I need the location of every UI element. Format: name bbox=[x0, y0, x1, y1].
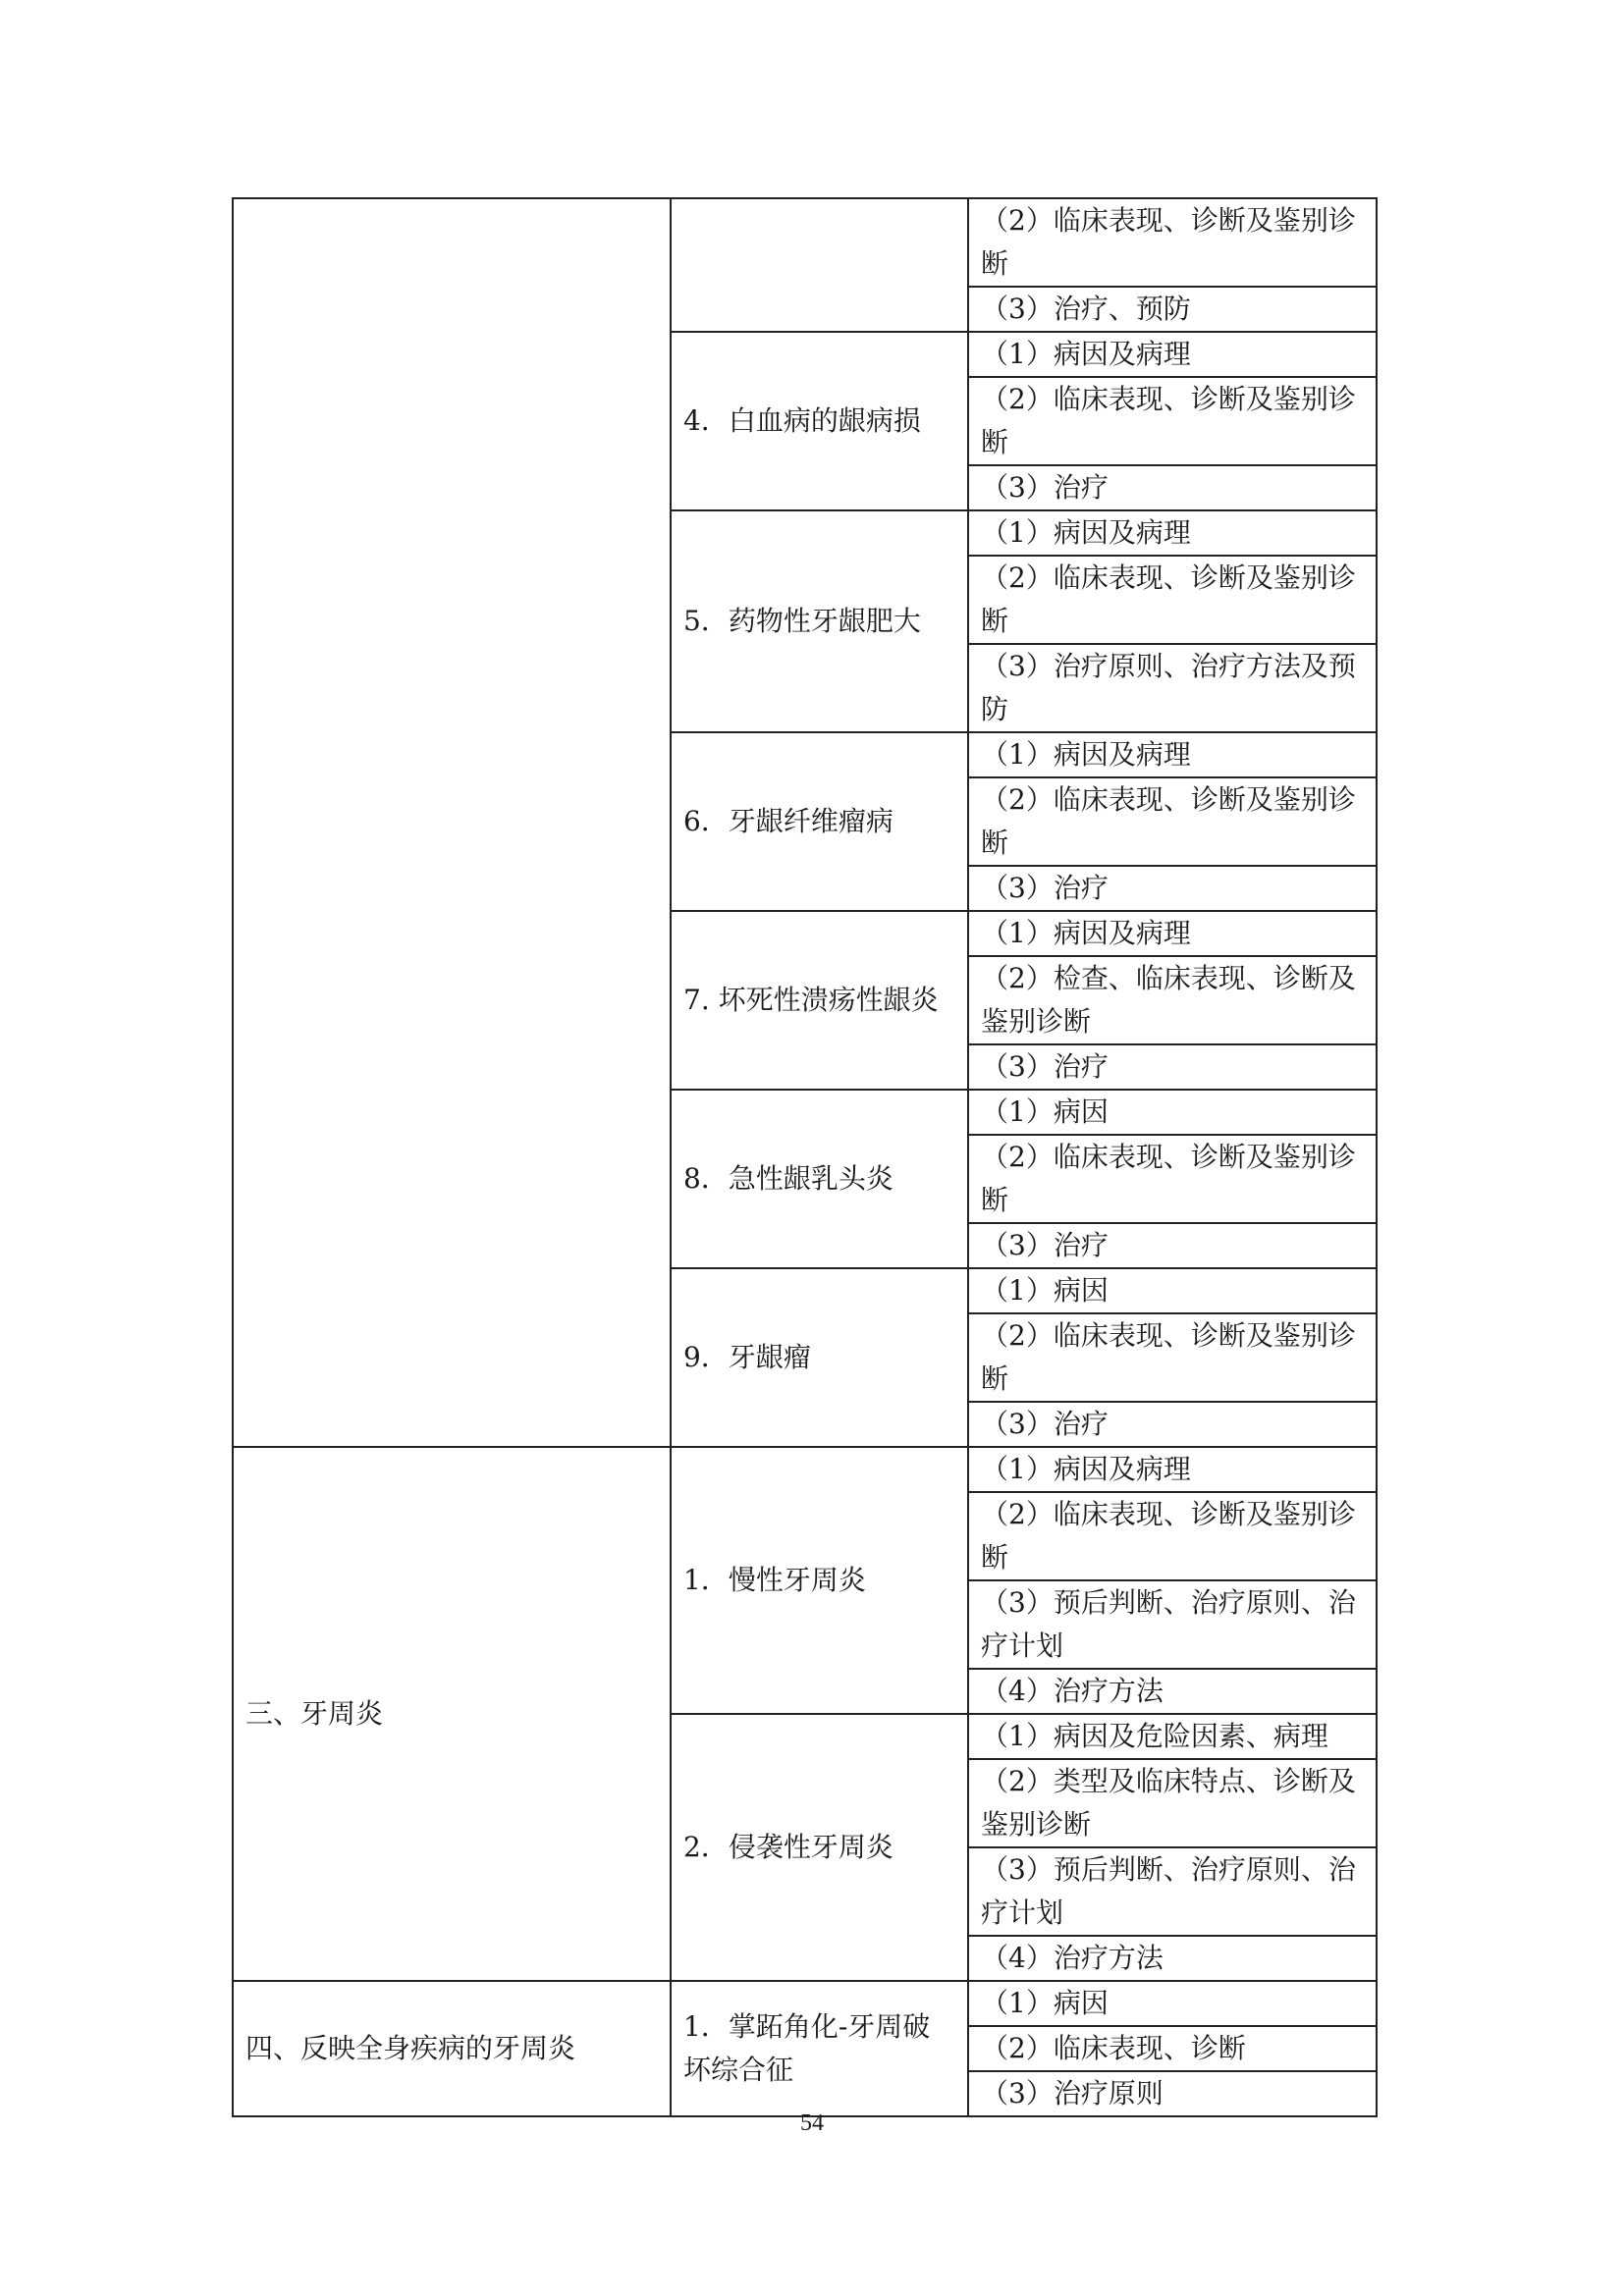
topic-name-cell: 2．侵袭性牙周炎 bbox=[671, 1714, 968, 1981]
item-cell: （3）治疗 bbox=[968, 465, 1377, 510]
item-cell: （3）治疗 bbox=[968, 866, 1377, 911]
item-cell: （2）检查、临床表现、诊断及鉴别诊断 bbox=[968, 956, 1377, 1044]
item-cell: （2）临床表现、诊断及鉴别诊断 bbox=[968, 556, 1377, 644]
section-title-cell: 四、反映全身疾病的牙周炎 bbox=[233, 1981, 671, 2116]
item-cell: （1）病因及危险因素、病理 bbox=[968, 1714, 1377, 1759]
item-cell: （4）治疗方法 bbox=[968, 1669, 1377, 1714]
item-cell: （1）病因及病理 bbox=[968, 732, 1377, 777]
item-cell: （3）治疗 bbox=[968, 1402, 1377, 1447]
item-cell: （2）类型及临床特点、诊断及鉴别诊断 bbox=[968, 1759, 1377, 1847]
page-number: 54 bbox=[800, 2110, 824, 2136]
topic-name-cell: 6．牙龈纤维瘤病 bbox=[671, 732, 968, 911]
item-cell: （2）临床表现、诊断 bbox=[968, 2026, 1377, 2071]
syllabus-table bbox=[232, 197, 1378, 2117]
topic-name-cell: 5．药物性牙龈肥大 bbox=[671, 510, 968, 732]
item-cell: （1）病因及病理 bbox=[968, 911, 1377, 956]
item-cell: （2）临床表现、诊断及鉴别诊断 bbox=[968, 198, 1377, 287]
topic-name-cell: 7. 坏死性溃疡性龈炎 bbox=[671, 911, 968, 1090]
item-cell: （3）预后判断、治疗原则、治疗计划 bbox=[968, 1847, 1377, 1936]
item-cell: （3）治疗原则 bbox=[968, 2071, 1377, 2116]
item-cell: （3）治疗 bbox=[968, 1044, 1377, 1090]
item-cell: （2）临床表现、诊断及鉴别诊断 bbox=[968, 1492, 1377, 1580]
item-cell: （1）病因 bbox=[968, 1090, 1377, 1135]
item-cell: （2）临床表现、诊断及鉴别诊断 bbox=[968, 777, 1377, 866]
topic-name-cell: 9．牙龈瘤 bbox=[671, 1268, 968, 1447]
item-cell: （2）临床表现、诊断及鉴别诊断 bbox=[968, 377, 1377, 465]
syllabus-table-body bbox=[233, 198, 1377, 2116]
item-cell: （2）临床表现、诊断及鉴别诊断 bbox=[968, 1313, 1377, 1402]
item-cell: （1）病因及病理 bbox=[968, 510, 1377, 556]
item-cell: （1）病因 bbox=[968, 1981, 1377, 2026]
topic-name-cell: 4．白血病的龈病损 bbox=[671, 332, 968, 510]
item-cell: （1）病因及病理 bbox=[968, 332, 1377, 377]
item-cell: （3）治疗 bbox=[968, 1223, 1377, 1268]
topic-name-cell: 8．急性龈乳头炎 bbox=[671, 1090, 968, 1268]
item-cell: （1）病因及病理 bbox=[968, 1447, 1377, 1492]
topic-name-cell: 1．掌跖角化-牙周破坏综合征 bbox=[671, 1981, 968, 2116]
table-row bbox=[233, 1447, 1377, 1492]
item-cell: （3）治疗、预防 bbox=[968, 287, 1377, 332]
topic-name-cell bbox=[671, 198, 968, 332]
table-row bbox=[233, 1981, 1377, 2026]
item-cell: （2）临床表现、诊断及鉴别诊断 bbox=[968, 1135, 1377, 1223]
item-cell: （4）治疗方法 bbox=[968, 1936, 1377, 1981]
section-title-cell: 三、牙周炎 bbox=[233, 1447, 671, 1981]
item-cell: （3）治疗原则、治疗方法及预防 bbox=[968, 644, 1377, 732]
section-title-cell bbox=[233, 198, 671, 1447]
item-cell: （3）预后判断、治疗原则、治疗计划 bbox=[968, 1580, 1377, 1669]
table-row bbox=[233, 198, 1377, 287]
item-cell: （1）病因 bbox=[968, 1268, 1377, 1313]
topic-name-cell: 1．慢性牙周炎 bbox=[671, 1447, 968, 1714]
